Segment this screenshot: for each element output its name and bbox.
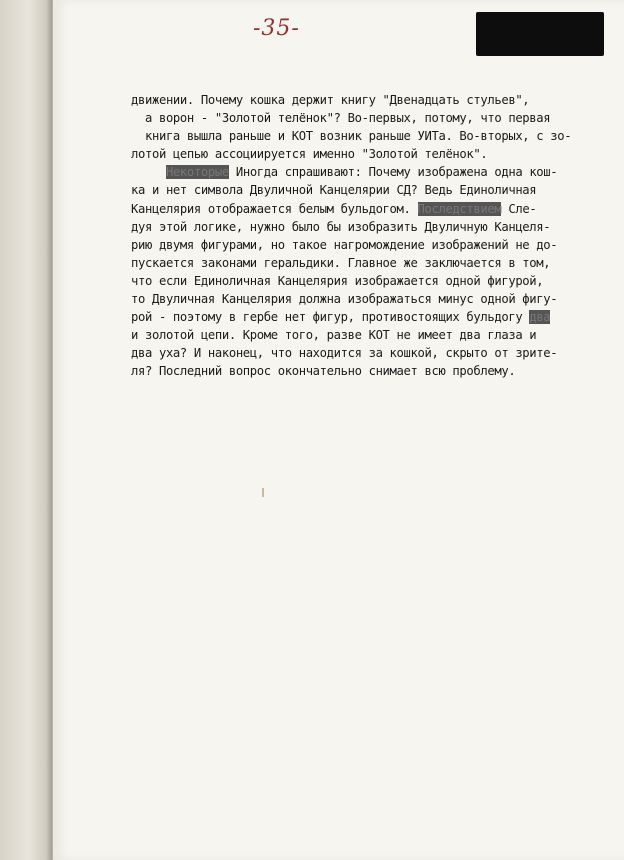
text-line-1: движении. Почему кошка держит книгу "Двенадцать стульев",: [131, 93, 530, 107]
text-line-6-content: ка и нет символа Двуличной Канцелярии СД? Ведь Единоличная: [131, 183, 537, 198]
text-line-11: [131, 272, 601, 290]
text-line-12-content: то Двуличная Канцелярия должна изображаться минус одной фигу-: [131, 292, 558, 307]
text-line-12: [131, 290, 601, 308]
text-line-5-content: Иногда спрашивают: Почему изображена одна кош-: [235, 165, 558, 180]
text-line-8-content: дуя этой логике, нужно было бы изобразить Двуличную Канцеля-: [131, 219, 551, 234]
text-line-11-content: что если Единоличная Канцелярия изображается одной фигурой,: [131, 273, 544, 288]
text-line-2: [131, 109, 601, 127]
text-line-4: [131, 145, 601, 163]
text-line-6: [131, 181, 601, 199]
page-number: -35-: [253, 16, 300, 41]
text-line-15-content: два уха? И наконец, что находится за кошкой, скрыто от зрите-: [131, 346, 558, 361]
text-line-7: [131, 200, 601, 218]
text-line-16-content: ля? Последний вопрос окончательно снимает всю проблему.: [131, 364, 516, 379]
text-line-2-content: а ворон - "Золотой телёнок"? Во-первых, потому, что первая: [144, 111, 551, 126]
text-line-3-content: книга вышла раньше и КОТ возник раньше УИТа. Во-вторых, с зо-: [144, 129, 572, 144]
text-line-14-content: и золотой цепи. Кроме того, разве КОТ не имеет два глаза и: [131, 328, 537, 343]
text-line-16: [131, 362, 601, 380]
text-line-9-content: рию двумя фигурами, но такое нагромождение изображений не до-: [131, 237, 558, 252]
text-line-15: [131, 344, 601, 362]
struck-word-3: два: [529, 310, 551, 325]
redaction-stub: [598, 20, 604, 30]
text-line-7-content: Канцелярия отображается белым бульдогом.: [131, 201, 411, 216]
text-line-10-content: пускается законами геральдики. Главное же заключается в том,: [131, 255, 551, 270]
facing-page-edge: [0, 0, 53, 860]
text-line-3: [131, 127, 601, 145]
text-line-8: [131, 218, 601, 236]
text-line-10: [131, 254, 601, 272]
text-line-7-tail: Сле-: [508, 201, 537, 216]
document-page: [53, 0, 624, 860]
text-line-4-content: лотой цепью ассоциируется именно "Золотой телёнок".: [131, 147, 488, 162]
struck-word-1: Некоторые: [165, 165, 229, 180]
page-gutter-shadow: [46, 0, 52, 860]
redaction-block: [476, 12, 604, 56]
struck-word-2: Последствием: [417, 201, 502, 216]
text-line-13: [131, 308, 601, 326]
text-line-9: [131, 236, 601, 254]
text-line-5: [131, 163, 601, 181]
text-line-14: [131, 326, 601, 344]
paper-speck: [262, 488, 264, 497]
text-line-13-content: рой - поэтому в гербе нет фигур, противостоящих бульдогу: [131, 310, 523, 325]
typed-text-body: [131, 91, 601, 381]
